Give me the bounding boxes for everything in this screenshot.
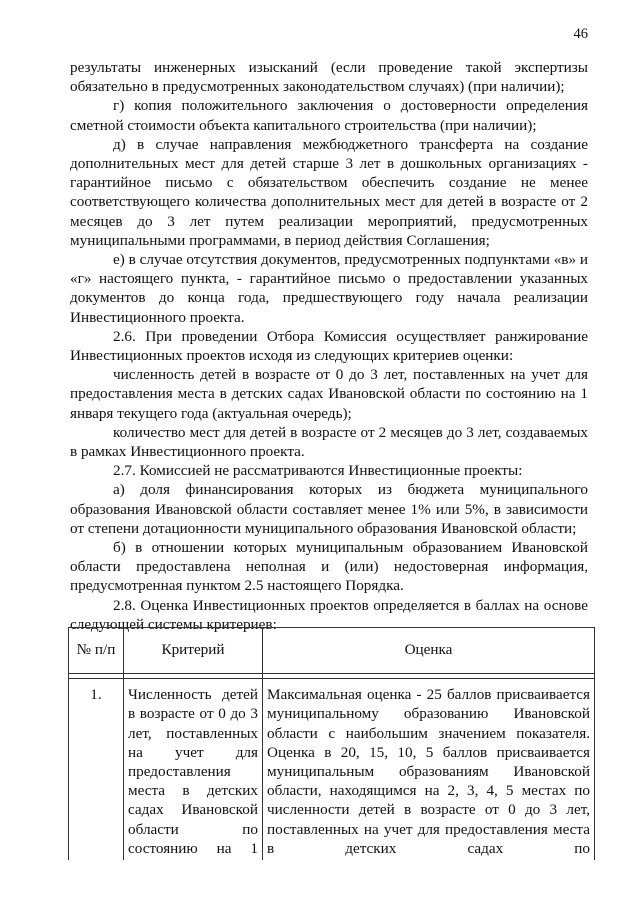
page-number: 46: [573, 26, 588, 42]
paragraph: е) в случае отсутствия документов, предусмотренных подпунктами «в» и «г» настоящего пункта, - гарантийное письмо о предоставлении указанных документов до конца года, предшествующего году начала реализации Инвестиционного проекта.: [70, 251, 588, 326]
paragraph: г) копия положительного заключения о достоверности определения сметной стоимости объекта капитального строительства (при наличии);: [70, 97, 588, 134]
paragraph: 2.7. Комиссией не рассматриваются Инвестиционные проекты:: [113, 462, 523, 480]
paragraph: численность детей в возрасте от 0 до 3 лет, поставленных на учет для предоставления места в детских садах Ивановской области по состоянию на 1 января текущего года (актуальная очередь);: [70, 366, 588, 422]
paragraph: 2.6. При проведении Отбора Комиссия осуществляет ранжирование Инвестиционных проектов исходя из следующих критериев оценки:: [70, 327, 588, 365]
document-body: [70, 58, 588, 634]
header-number: [69, 628, 124, 674]
table-row: [69, 679, 595, 861]
header-criterion-label: Критерий: [161, 641, 225, 658]
paragraph: количество мест для детей в возрасте от 2 месяцев до 3 лет, создаваемых в рамках Инвестиционного проекта.: [70, 423, 588, 461]
paragraph: д) в случае направления межбюджетного трансферта на создание дополнительных мест для детей старше 3 лет в дошкольных организациях - гарантийное письмо с обязательством обеспечить создание не менее соответствующего количества дополнительных мест для детей в возрасте от 2 месяцев до 3 лет путем реализации мероприятий, предусмотренных муниципальными программами, в период действия Соглашения;: [70, 135, 588, 249]
paragraph: результаты инженерных изысканий (если проведение такой экспертизы обязательно в предусмотренных законодательством случаях) (при наличии);: [70, 59, 588, 96]
paragraph: 2.8. Оценка Инвестиционных проектов определяется в баллах на основе следующей системы критериев:: [70, 596, 588, 633]
paragraph: а) доля финансирования которых из бюджета муниципального образования Ивановской области составляет менее 1% или 5%, в зависимости от степени дотационности муниципального образования Ивановской области;: [70, 481, 588, 537]
table-header-row: [69, 628, 595, 674]
header-score-label: Оценка: [404, 641, 453, 658]
row-criterion: Численность детей в возрасте от 0 до 3 лет, поставленных на учет для предоставления места в детских садах Ивановской области по состоянию на 1: [124, 679, 263, 861]
row-score: Максимальная оценка - 25 баллов присваивается муниципальному образованию Ивановской области с наибольшим значением показателя. Оценка в 20, 15, 10, 5 баллов присваивается муниципальным образованиям Ивановской области, находящимся на 2, 3, 4, 5 местах по численности детей в возрасте от 0 до 3 лет, поставленных на учет для предоставления места в детских садах по: [263, 679, 595, 861]
header-number-label: № п/п: [76, 641, 116, 658]
header-score: [263, 628, 595, 674]
paragraph: б) в отношении которых муниципальным образованием Ивановской области предоставлена неполная и (или) недостоверная информация, предусмотренная пунктом 2.5 настоящего Порядка.: [70, 539, 588, 595]
row-number: 1.: [69, 679, 124, 861]
criteria-table: [68, 627, 595, 860]
header-criterion: [124, 628, 263, 674]
